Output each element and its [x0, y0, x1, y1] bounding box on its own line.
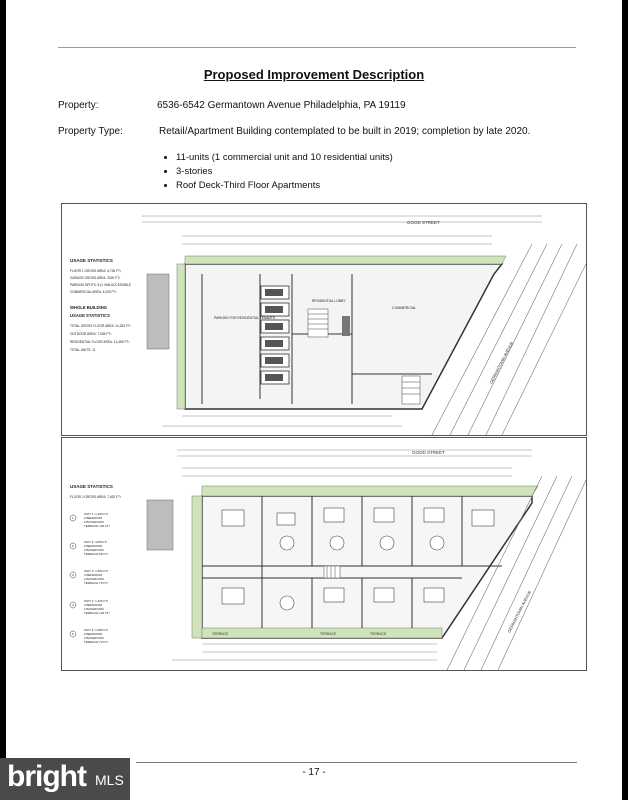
unit-line: TERRACE 75 FT² [84, 581, 109, 585]
bright-mls-logo [0, 758, 130, 800]
unit-line: UNIT 3: 1,600 FT² [84, 569, 109, 573]
terrace-label: TERRACE [370, 632, 387, 636]
second-floor-plan [61, 437, 587, 671]
whole-line: RESIDENTIAL FLOOR AREA: 13,455 FT² [70, 340, 130, 344]
usage-line: FLOOR 2 GROSS AREA: 7,620 FT² [70, 495, 122, 499]
top-rule [58, 47, 576, 48]
commercial-label: COMMERCIAL [392, 306, 417, 310]
unit-line: 2 BATHROOM [84, 607, 104, 611]
unit-line: 2 BATHROOM [84, 520, 104, 524]
unit-line: 2 BATHROOM [84, 636, 104, 640]
property-type-value: Retail/Apartment Building contemplated to be built in 2019; completion by late 2020. [159, 126, 531, 137]
page-number: - 17 - [302, 767, 326, 778]
unit-number: 1 [72, 516, 74, 520]
unit-line: 2 BATHROOM [84, 577, 104, 581]
avenue-label: GERMANTOWN AVENUE [506, 589, 533, 634]
unit-line: 2 BEDROOM [84, 603, 103, 607]
unit-number: 4 [72, 603, 74, 607]
logo-wordmark: bright [7, 760, 86, 793]
logo-suffix: MLS [95, 772, 124, 788]
unit-line: TERRACE 120 FT² [84, 611, 110, 615]
ground-floor-plan [61, 203, 587, 436]
unit-line: UNIT 4: 1,225 FT² [84, 599, 109, 603]
page-title: Proposed Improvement Description [203, 67, 425, 82]
usage-line: COMMERCIAL AREA: 4,000 FT² [70, 290, 117, 294]
document-page [6, 0, 622, 800]
usage-title: USAGE STATISTICS [70, 484, 113, 489]
whole-building-title: WHOLE BUILDING [70, 305, 107, 310]
avenue-label: GERMANTOWN AVENUE [488, 340, 515, 385]
property-type-label: Property Type: [58, 126, 123, 137]
unit-line: UNIT 2: 1155 FT² [84, 540, 108, 544]
unit-line: 3 BEDROOM [84, 573, 103, 577]
terrace-label: TERRACE [320, 632, 337, 636]
unit-line: 2 BEDROOM [84, 544, 103, 548]
terrace-label: TERRACE [212, 632, 229, 636]
unit-line: 2 BEDROOM [84, 516, 103, 520]
second-floor-drawing [62, 438, 586, 670]
usage-line: FLOOR 1 GROSS AREA: 6,726 FT² [70, 269, 122, 273]
usage-line: PARKING SPOTS: 8 (1 VAN ACCESSIBLE [70, 283, 131, 287]
unit-number: 3 [72, 573, 74, 577]
unit-line: TERRACE 100 FT² [84, 524, 110, 528]
unit-line: UNIT 1: 1,206 FT² [84, 512, 109, 516]
unit-line: 2 BATHROOM [84, 548, 104, 552]
street-label: GOOD STREET [407, 220, 440, 225]
whole-line: OUTDOOR AREA: 7,536 FT² [70, 332, 112, 336]
feature-list [166, 151, 393, 193]
unit-line: TERRACE 70 FT² [84, 640, 109, 644]
whole-line: TOTAL GROSS FLOOR AREA: 24,253 FT² [70, 324, 131, 328]
unit-line: 2 BEDROOM [84, 632, 103, 636]
feature-item: • 11-units (1 commercial unit and 10 residential units) [176, 151, 393, 165]
feature-item: • 3-stories [176, 165, 393, 179]
property-value: 6536-6542 Germantown Avenue Philadelphia, PA 19119 [157, 100, 406, 111]
feature-item: • Roof Deck-Third Floor Apartments [176, 179, 393, 193]
property-label: Property: [58, 100, 99, 111]
unit-line: UNIT 5: 1,595 FT² [84, 628, 109, 632]
whole-line: TOTAL UNITS: 11 [70, 348, 96, 352]
lobby-label: RESIDENTIAL LOBBY [312, 299, 346, 303]
unit-number: 5 [72, 632, 74, 636]
usage-line: GARAGE GROSS AREA: 3320 FT² [70, 276, 121, 280]
footer-rule [136, 762, 577, 763]
ground-floor-drawing [62, 204, 586, 435]
whole-building-subtitle: USAGE STATISTICS [70, 313, 110, 318]
unit-line: TERRACE 95 FT² [84, 552, 109, 556]
street-label: GOOD STREET [412, 450, 445, 455]
usage-title: USAGE STATISTICS [70, 258, 113, 263]
parking-label: PARKING FOR RESIDENTIAL TENANTS [214, 316, 276, 320]
unit-number: 2 [72, 544, 74, 548]
